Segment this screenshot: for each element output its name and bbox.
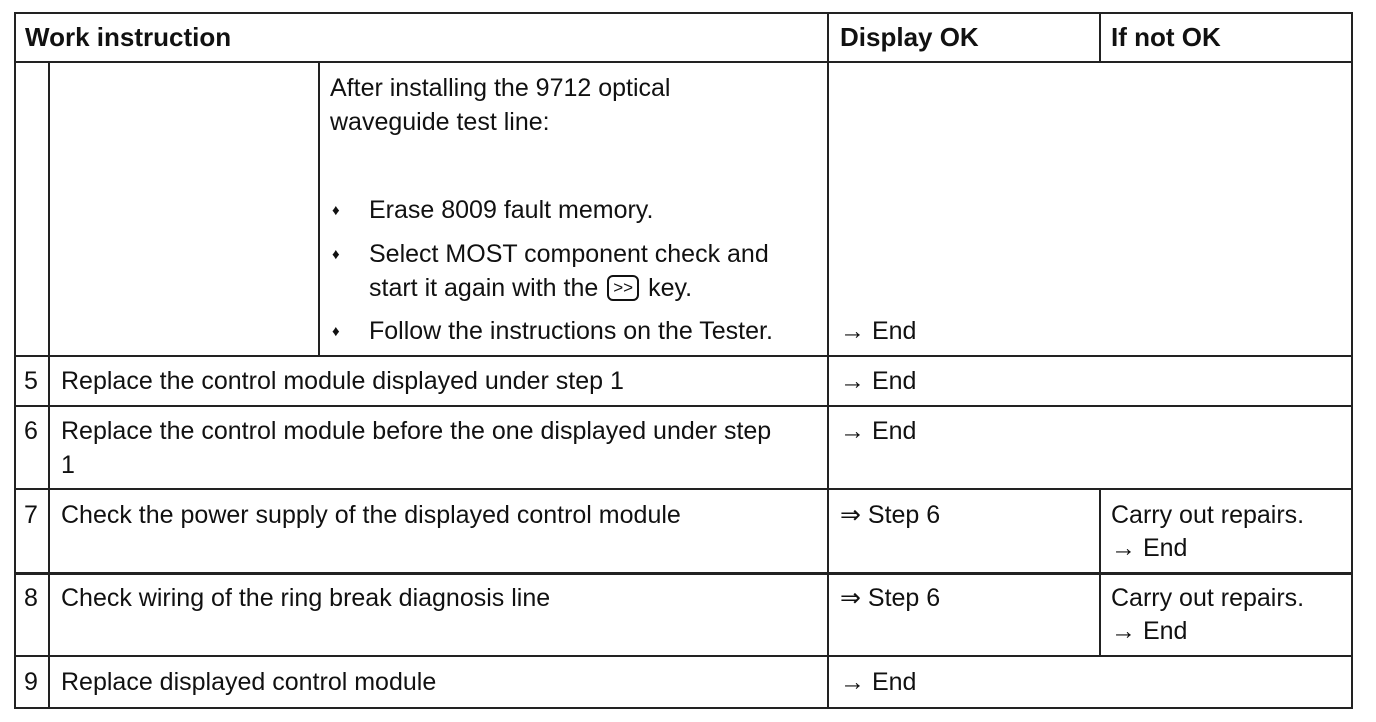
row-separator [14, 355, 1353, 357]
step-number: 5 [24, 367, 38, 395]
step-display-ok: → End [840, 668, 917, 696]
instruction-subcolumn-separator [318, 61, 320, 357]
step-column-separator [48, 61, 50, 709]
row4-bullet2-text-before-key: start it again with the [369, 274, 599, 302]
forward-key-icon: >> [607, 275, 639, 301]
table-border-right [1351, 12, 1353, 709]
header-display-ok: Display OK [840, 22, 979, 52]
step-instruction: Replace the control module displayed under step 1 [61, 367, 624, 395]
header-separator [14, 61, 1353, 63]
step-if-not-ok-continued: → End [1111, 617, 1188, 645]
row4-bullet2-text-after-key: key. [648, 274, 693, 302]
step-if-not-ok: Carry out repairs. [1111, 584, 1305, 612]
display-ok-column-separator [827, 12, 829, 709]
step-instruction: Replace the control module before the one displayed under step [61, 417, 772, 445]
step-number: 7 [24, 501, 38, 529]
row-separator [14, 488, 1353, 490]
row4-display-ok: → End [840, 317, 917, 345]
step-number: 6 [24, 417, 38, 445]
step-if-not-ok-continued: → End [1111, 534, 1188, 562]
header-work-instruction: Work instruction [25, 22, 232, 52]
bullet-icon: ♦ [332, 202, 340, 219]
step-instruction: Replace displayed control module [61, 668, 437, 696]
step-display-ok: ⇒ Step 6 [840, 501, 941, 529]
row-separator [14, 405, 1353, 407]
step-instruction: Check the power supply of the displayed control module [61, 501, 681, 529]
row4-bullet1: Erase 8009 fault memory. [369, 196, 654, 224]
work-instruction-table [14, 12, 1353, 709]
step-instruction-continued: 1 [61, 451, 75, 479]
row4-bullet3: Follow the instructions on the Tester. [369, 317, 773, 345]
bullet-icon: ♦ [332, 246, 340, 263]
step-instruction: Check wiring of the ring break diagnosis line [61, 584, 551, 612]
step-display-ok: ⇒ Step 6 [840, 584, 941, 612]
row4-intro-line2: waveguide test line: [330, 108, 550, 136]
table-border-left [14, 12, 16, 709]
row4-intro-line1: After installing the 9712 optical [330, 74, 671, 102]
step-display-ok: → End [840, 367, 917, 395]
header-if-not-ok: If not OK [1111, 22, 1221, 52]
step-display-ok: → End [840, 417, 917, 445]
if-not-ok-column-separator [1099, 12, 1101, 63]
row-separator [14, 572, 1353, 575]
row4-bullet2-line1: Select MOST component check and [369, 240, 769, 268]
bullet-icon: ♦ [332, 323, 340, 340]
if-not-ok-column-separator [1099, 488, 1101, 657]
row-separator [14, 655, 1353, 657]
step-number: 8 [24, 584, 38, 612]
step-number: 9 [24, 668, 38, 696]
table-border-top [14, 12, 1353, 14]
row4-bullet2-line2 [369, 271, 692, 305]
step-if-not-ok: Carry out repairs. [1111, 501, 1305, 529]
table-border-bottom [14, 707, 1353, 709]
